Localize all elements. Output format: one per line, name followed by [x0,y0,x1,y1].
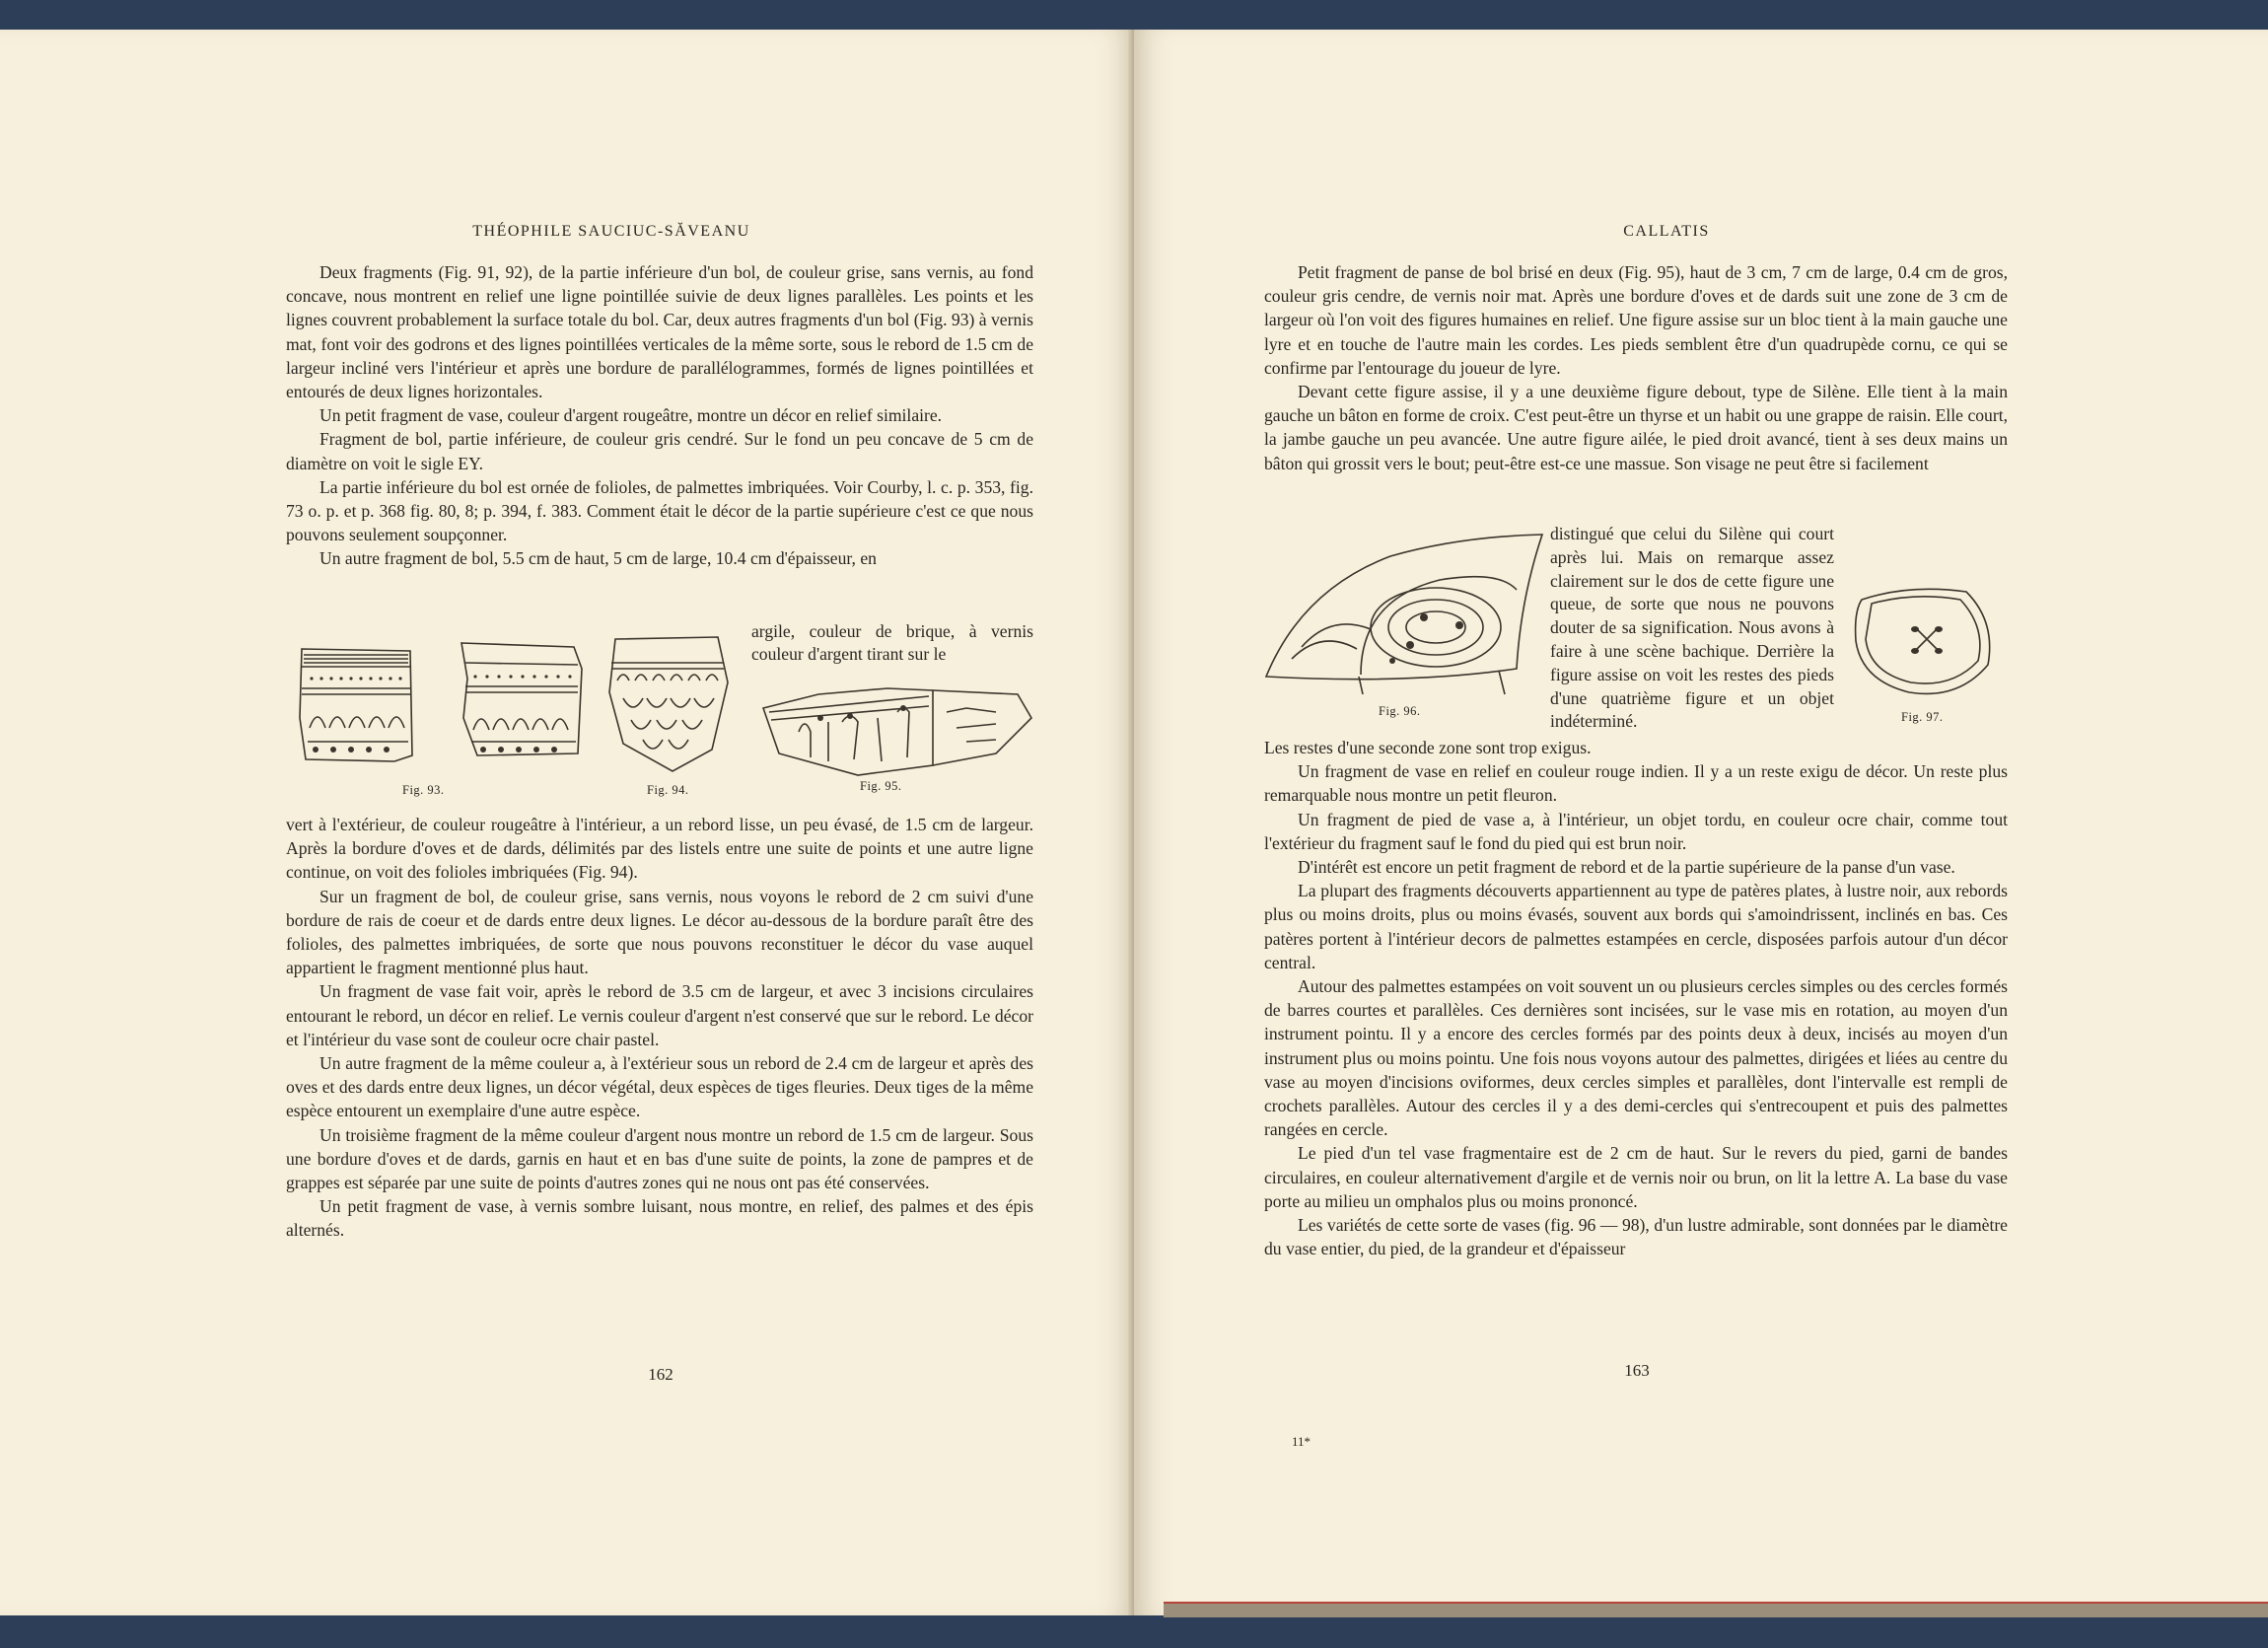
paragraph: Un fragment de vase en relief en couleur rouge indien. Il y a un reste exigu de décor. Un reste plus remarquable nous montre un petit fleuron. [1264,761,2008,806]
paragraph: La plupart des fragments découverts appartiennent au type de patères plates, à lustre noir, aux rebords plus ou moins droits, plus ou moins évasés, souvent aux bords qui s'amoindrissent, inclinés en bas. Ces patères portent à l'intérieur decors de palmettes estampées en cercle, disposées parfois autour d'un décor central. [1264,881,2008,972]
text-block-bottom [286,813,1033,1243]
paragraph: Fragment de bol, partie inférieure, de couleur gris cendré. Sur le fond un peu concave de 5 cm de diamètre on voit le sigle EY. [286,429,1033,473]
caption-fig-97: Fig. 97. [1901,710,1944,724]
figure-96 [1262,531,1550,698]
caption-fig-94: Fig. 94. [647,783,689,797]
paragraph: Un troisième fragment de la même couleur d'argent nous montre un rebord de 1.5 cm de largeur. Sous une bordure d'oves et de dards, garnis en haut et en bas d'une suite de points, la zone de pampres et de grappes est séparée par une suite de points d'autres zones qui ne nous ont pas été conservées. [286,1124,1033,1193]
paragraph: Un fragment de vase fait voir, après le rebord de 3.5 cm de largeur, et avec 3 incisions circulaires entourant le rebord, un décor en relief. Le vernis couleur d'argent n'est conservé que sur le rebord. Le décor et l'intérieur du vase sont de couleur ocre chair pastel. [286,981,1033,1049]
paragraph: Un petit fragment de vase, couleur d'argent rougeâtre, montre un décor en relief similaire. [319,405,943,426]
paragraph: Le pied d'un tel vase fragmentaire est de 2 cm de haut. Sur le revers du pied, garni de bandes circulaires, en couleur alternativement d'argile et de vernis noir ou brun, on lit la lettre A. La base du vase porte au milieu un omphalos plus ou moins prononcé. [1264,1143,2008,1211]
figure-93 [296,639,592,775]
figure-94 [603,633,734,777]
paragraph: Petit fragment de panse de bol brisé en deux (Fig. 95), haut de 3 cm, 7 cm de large, 0.4 cm de gros, couleur gris cendre, de vernis noir mat. Après une bordure d'oves et de dards suit une zone de 3 cm de largeur où l'on voit des figures humaines en relief. Une figure assise sur un bloc tient à la main gauche une lyre et en touche de l'autre main les cordes. Les pieds semblent être d'un quadrupède cornu, ce qui se confirme par l'entourage du joueur de lyre. [1264,262,2008,378]
paragraph: Les restes d'une seconde zone sont trop exigus. [1264,738,1592,757]
float-side-text: argile, couleur de brique, à vernis couleur d'argent tirant sur le [751,621,1033,664]
paragraph: Deux fragments (Fig. 91, 92), de la partie inférieure d'un bol, de couleur grise, sans vernis, au fond concave, nous montrent en relief une ligne pointillée suivie de deux lignes parallèles. Les points et les lignes couvrent probablement la surface totale du bol. Car, deux autres fragments d'un bol (Fig. 93) à vernis mat, font voir des godrons et des lignes pointillées verticales de la même sorte, sous le rebord de 1.5 cm de largeur incliné vers l'intérieur et après une bordure de parallélogrammes, formés de lignes pointillées et entourés de deux lignes horizontales. [286,262,1033,402]
text-block-top [1264,260,2008,475]
paragraph: Un petit fragment de vase, à vernis sombre luisant, nous montre, en relief, des palmes et des épis alternés. [286,1196,1033,1241]
paragraph: Un fragment de pied de vase a, à l'intérieur, un objet tordu, en couleur ocre chair, comme tout l'extérieur du fragment sauf le fond du pied qui est brun noir. [1264,809,2008,853]
left-page [0,30,1134,1615]
paragraph: D'intérêt est encore un petit fragment de rebord et de la partie supérieure de la panse d'un vase. [1298,857,1955,878]
right-page [1134,30,2268,1615]
page-number: 163 [1624,1361,1650,1380]
paragraph: Sur un fragment de bol, de couleur grise, sans vernis, nous voyons le rebord de 2 cm suivi d'une bordure de rais de coeur et de dards entre deux lignes. Le décor au-dessous de la bordure paraît être des folioles, des palmettes imbriquées, de sorte que nous pouvons reconstituer le décor du vase auquel appartient le fragment mentionné plus haut. [286,886,1033,978]
running-head: CALLATIS [1623,223,1710,240]
page-number: 162 [648,1365,673,1384]
paragraph: Les variétés de cette sorte de vases (fig. 96 — 98), d'un lustre admirable, sont données par le diamètre du vase entier, du pied, de la grandeur et d'épaisseur [1264,1215,2008,1259]
float-mid-text: distingué que celui du Silène qui court après lui. Mais on remarque assez clairement sur le dos de cette figure une queue, de sorte que nous ne pouvons douter de sa signification. Nous avons à faire à une scène bachique. Derrière la figure assise on voit les restes des pieds d'une quatrième figure et un objet indéterminé. [1550,524,1834,732]
paragraph: La partie inférieure du bol est ornée de folioles, de palmettes imbriquées. Voir Courby, l. c. p. 353, fig. 73 o. p. et p. 368 fig. 80, 8; p. 394, f. 383. Comment était le décor de la partie supérieure c'est ce que nous pouvons seulement soupçonner. [286,476,1033,545]
caption-fig-93: Fig. 93. [402,783,445,797]
paragraph: Un autre fragment de la même couleur a, à l'extérieur sous un rebord de 2.4 cm de largeur et après des oves et des dards entre deux lignes, un décor végétal, deux espèces de tiges fleuries. Deux tiges de la même espèce entourent un exemplaire d'une autre espèce. [286,1053,1033,1121]
paragraph: Devant cette figure assise, il y a une deuxième figure debout, type de Silène. Elle tient à la main gauche un bâton en forme de croix. C'est peut-être un thyrse et un habit ou une grappe de raisin. Elle court, la jambe gauche un peu avancée. Une autre figure ailée, le pied droit avancé, tient à ses deux mains un bâton qui grossit vers le bout; peut-être est-ce une massue. Son visage ne peut être si facilement [1264,382,2008,473]
caption-fig-95: Fig. 95. [860,779,902,793]
paragraph: Un autre fragment de bol, 5.5 cm de haut, 5 cm de large, 10.4 cm d'épaisseur, en [319,548,877,569]
text-block-top [286,260,1033,571]
signature-mark: 11* [1292,1434,1311,1449]
figure-97 [1850,582,1998,702]
book-bottom-edge [1164,1602,2268,1617]
running-head: THÉOPHILE SAUCIUC-SĂVEANU [472,223,750,240]
paragraph: Autour des palmettes estampées on voit souvent un ou plusieurs cercles simples ou des cercles formés de barres courtes et parallèles. Ces dernières sont incisées, sur le vase mis en rotation, au moyen d'un instrument pointu. Il y a encore des cercles formés par des points deux à deux, incisés au moyen d'un instrument plus ou moins pointu. Une fois nous voyons autour des palmettes, dirigées et liées au centre du vase au moyen d'incisions oviformes, deux cercles simples et parallèles, dont l'intervalle est rempli de crochets parallèles. Autour des cercles il y a des demi-cercles qui s'entrecoupent et puis des palmettes rangées en cercle. [1264,976,2008,1140]
paragraph: vert à l'extérieur, de couleur rougeâtre à l'intérieur, a un rebord lisse, un peu évasé, de 1.5 cm de largeur. Après la bordure d'oves et de dards, délimités par des listels entre une suite de points et une autre ligne continue, on voit des folioles imbriquées (Fig. 94). [286,815,1033,883]
figure-95 [759,682,1035,779]
text-block-bottom [1264,736,2008,1260]
caption-fig-96: Fig. 96. [1379,704,1421,718]
